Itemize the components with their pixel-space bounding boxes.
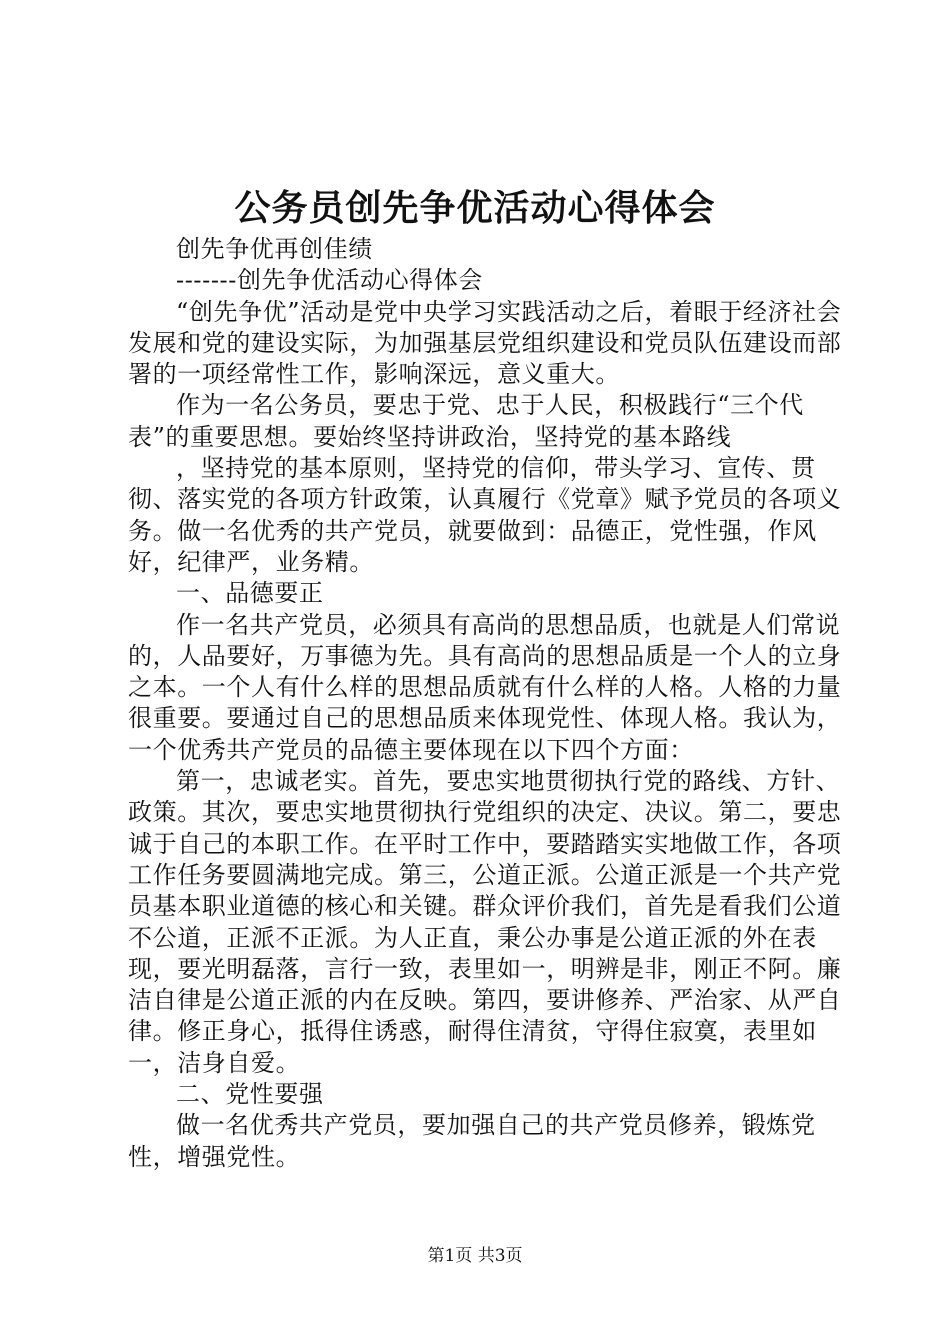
section-heading-1: 一、品德要正 [176, 579, 324, 608]
paragraph-party-principles: ，坚持党的基本原则，坚持党的信仰，带头学习、宣传、贯彻、落实党的各项方针政策，认真履行《党章》赋予党员的各项义务。做一名优秀的共产党员，就要做到：品德正，党性强，作风好，纪律严，业务精。 [128, 454, 842, 576]
paragraph-morality: 作一名共产党员，必须具有高尚的思想品质，也就是人们常说的，人品要好，万事德为先。具有高尚的思想品质是一个人的立身之本。一个人有什么样的思想品质就有什么样的人格。人格的力量很重要。要通过自己的思想品质来体现党性、体现人格。我认为，一个优秀共产党员的品德主要体现在以下四个方面： [128, 610, 842, 764]
paragraph-party-spirit: 做一名优秀共产党员，要加强自己的共产党员修养，锻炼党性，增强党性。 [128, 1111, 816, 1171]
subtitle-dash-line: -------创先争优活动心得体会 [176, 266, 483, 295]
page-number: 第1页 共3页 [427, 1246, 523, 1266]
document-title: 公务员创先争优活动心得体会 [234, 187, 716, 229]
document-body [128, 234, 856, 1173]
paragraph-four-aspects: 第一，忠诚老实。首先，要忠实地贯彻执行党的路线、方针、政策。其次，要忠实地贯彻执行党组织的决定、决议。第二，要忠诚于自己的本职工作。在平时工作中，要踏踏实实地做工作，各项工作任务要圆满地完成。第三，公道正派。公道正派是一个共产党员基本职业道德的核心和关键。群众评价我们，首先是看我们公道不公道，正派不正派。为人正直，秉公办事是公道正派的外在表现，要光明磊落，言行一致，表里如一，明辨是非，刚正不阿。廉洁自律是公道正派的内在反映。第四，要讲修养、严治家、从严自律。修正身心，抵得住诱惑，耐得住清贫，守得住寂寞，表里如一，洁身自爱。 [128, 767, 842, 1077]
subtitle: 创先争优再创佳绩 [176, 235, 373, 263]
section-heading-2: 二、党性要强 [176, 1080, 324, 1109]
paragraph-civil-servant: 作为一名公务员，要忠于党、忠于人民，积极践行“三个代表”的重要思想。要始终坚持讲政治，坚持党的基本路线 [128, 391, 804, 451]
paragraph-intro: “创先争优”活动是党中央学习实践活动之后，着眼于经济社会发展和党的建设实际，为加强基层党组织建设和党员队伍建设而部署的一项经常性工作，影响深远，意义重大。 [128, 297, 842, 389]
